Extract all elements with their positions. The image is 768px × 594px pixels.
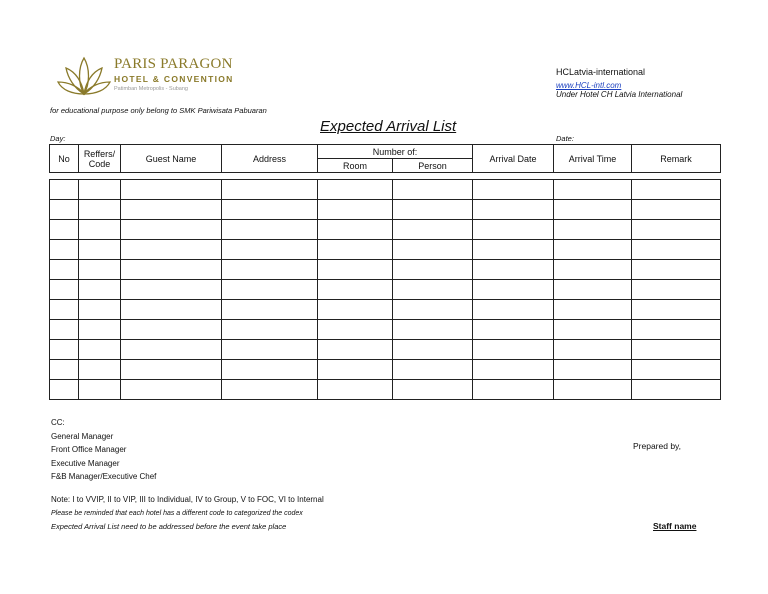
educational-note: for educational purpose only belong to SMK Pariwisata Pabuaran [50, 106, 267, 115]
table-cell[interactable] [121, 260, 222, 280]
table-cell[interactable] [222, 320, 318, 340]
brand-name: PARIS PARAGON [114, 56, 233, 72]
table-cell[interactable] [318, 380, 393, 400]
lotus-logo-icon [56, 54, 112, 98]
table-cell[interactable] [318, 280, 393, 300]
cc-recipient: Executive Manager [51, 458, 120, 468]
header-remark: Remark [632, 145, 721, 173]
table-cell[interactable] [393, 220, 473, 240]
header-address: Address [222, 145, 318, 173]
table-cell[interactable] [79, 260, 121, 280]
table-cell[interactable] [222, 340, 318, 360]
table-cell[interactable] [554, 280, 632, 300]
table-cell[interactable] [121, 300, 222, 320]
table-cell[interactable] [473, 280, 554, 300]
day-label: Day: [50, 134, 66, 143]
table-cell[interactable] [50, 180, 79, 200]
table-cell[interactable] [554, 380, 632, 400]
table-row [50, 340, 721, 360]
table-cell[interactable] [554, 340, 632, 360]
header-number-of: Number of: [318, 145, 473, 159]
table-cell[interactable] [222, 360, 318, 380]
table-cell[interactable] [393, 240, 473, 260]
table-cell[interactable] [222, 240, 318, 260]
staff-name-label: Staff name [653, 521, 697, 531]
header-arrival-time: Arrival Time [554, 145, 632, 173]
header-room: Room [318, 159, 393, 173]
prepared-by-label: Prepared by, [633, 441, 682, 451]
header-person: Person [393, 159, 473, 173]
table-cell[interactable] [393, 200, 473, 220]
table-cell[interactable] [393, 180, 473, 200]
header-no: No [50, 145, 79, 173]
table-cell[interactable] [473, 200, 554, 220]
header-code: Code [88, 158, 111, 169]
table-cell[interactable] [79, 340, 121, 360]
table-row [50, 360, 721, 380]
table-cell[interactable] [222, 260, 318, 280]
table-cell[interactable] [222, 180, 318, 200]
table-cell[interactable] [79, 220, 121, 240]
table-cell[interactable] [318, 180, 393, 200]
table-cell[interactable] [121, 320, 222, 340]
table-cell[interactable] [632, 200, 721, 220]
table-cell[interactable] [393, 320, 473, 340]
table-cell[interactable] [632, 280, 721, 300]
table-cell[interactable] [393, 360, 473, 380]
table-cell[interactable] [318, 220, 393, 240]
table-cell[interactable] [632, 260, 721, 280]
table-cell[interactable] [79, 320, 121, 340]
table-cell[interactable] [632, 340, 721, 360]
table-cell[interactable] [632, 220, 721, 240]
table-cell[interactable] [393, 380, 473, 400]
table-cell[interactable] [79, 180, 121, 200]
table-cell[interactable] [473, 220, 554, 240]
table-cell[interactable] [473, 240, 554, 260]
table-cell[interactable] [473, 180, 554, 200]
table-cell[interactable] [632, 320, 721, 340]
table-cell[interactable] [121, 180, 222, 200]
table-row [50, 240, 721, 260]
table-cell[interactable] [554, 300, 632, 320]
table-cell[interactable] [318, 200, 393, 220]
cc-block [51, 416, 156, 484]
table-cell[interactable] [79, 360, 121, 380]
table-cell[interactable] [79, 380, 121, 400]
table-cell[interactable] [50, 260, 79, 280]
table-cell[interactable] [554, 360, 632, 380]
table-cell[interactable] [79, 240, 121, 260]
table-cell[interactable] [554, 260, 632, 280]
table-cell[interactable] [554, 220, 632, 240]
table-cell[interactable] [318, 320, 393, 340]
table-row [50, 200, 721, 220]
table-row [50, 180, 721, 200]
table-cell[interactable] [222, 300, 318, 320]
table-cell[interactable] [632, 240, 721, 260]
arrival-table-body [49, 179, 721, 400]
table-cell[interactable] [393, 340, 473, 360]
table-cell[interactable] [50, 360, 79, 380]
header-reffers-code [79, 145, 121, 173]
arrival-table-header [49, 144, 721, 173]
table-row [50, 220, 721, 240]
table-cell[interactable] [632, 360, 721, 380]
table-cell[interactable] [554, 240, 632, 260]
category-note: Note: I to VVIP, II to VIP, III to Individual, IV to Group, V to FOC, VI to Internal [51, 495, 324, 504]
table-cell[interactable] [50, 220, 79, 240]
table-cell[interactable] [121, 380, 222, 400]
cc-recipient: General Manager [51, 431, 114, 441]
table-cell[interactable] [121, 240, 222, 260]
table-cell[interactable] [121, 220, 222, 240]
table-cell[interactable] [473, 340, 554, 360]
table-cell[interactable] [554, 180, 632, 200]
table-row [50, 380, 721, 400]
table-cell[interactable] [318, 260, 393, 280]
brand-location: Patimban Metropolis - Subang [114, 86, 188, 92]
table-cell[interactable] [79, 200, 121, 220]
company-website-link[interactable]: www.HCL-intl.com [556, 81, 622, 90]
table-cell[interactable] [393, 260, 473, 280]
table-cell[interactable] [393, 300, 473, 320]
hotel-logo [56, 52, 236, 100]
table-cell[interactable] [121, 360, 222, 380]
header-arrival-date: Arrival Date [473, 145, 554, 173]
expected-note: Expected Arrival List need to be addressed before the event take place [51, 522, 287, 531]
brand-subtitle: HOTEL & CONVENTION [114, 74, 234, 84]
table-row [50, 280, 721, 300]
table-cell[interactable] [473, 320, 554, 340]
table-cell[interactable] [318, 340, 393, 360]
table-cell[interactable] [632, 380, 721, 400]
table-cell[interactable] [50, 300, 79, 320]
table-cell[interactable] [50, 240, 79, 260]
table-cell[interactable] [473, 260, 554, 280]
table-cell[interactable] [632, 180, 721, 200]
table-cell[interactable] [79, 280, 121, 300]
table-cell[interactable] [318, 300, 393, 320]
table-cell[interactable] [318, 240, 393, 260]
cc-recipient: Front Office Manager [51, 445, 127, 454]
table-row [50, 260, 721, 280]
reminder-note: Please be reminded that each hotel has a different code to categorized the codex [51, 510, 303, 517]
table-cell[interactable] [473, 300, 554, 320]
table-row [50, 320, 721, 340]
company-under: Under Hotel CH Latvia International [556, 90, 683, 99]
table-cell[interactable] [473, 360, 554, 380]
table-cell[interactable] [50, 380, 79, 400]
table-cell[interactable] [473, 380, 554, 400]
table-cell[interactable] [318, 360, 393, 380]
table-cell[interactable] [50, 200, 79, 220]
table-cell[interactable] [554, 320, 632, 340]
table-cell[interactable] [632, 300, 721, 320]
table-cell[interactable] [393, 280, 473, 300]
table-cell[interactable] [222, 220, 318, 240]
date-label: Date: [556, 134, 574, 143]
table-cell[interactable] [50, 320, 79, 340]
table-cell[interactable] [50, 340, 79, 360]
table-cell[interactable] [50, 280, 79, 300]
table-cell[interactable] [222, 280, 318, 300]
cc-recipient: F&B Manager/Executive Chef [51, 472, 157, 481]
table-cell[interactable] [554, 200, 632, 220]
table-cell[interactable] [79, 300, 121, 320]
table-cell[interactable] [121, 200, 222, 220]
page-title: Expected Arrival List [320, 118, 457, 135]
company-name: HCLatvia-international [556, 67, 646, 77]
header-reffers: Reffers/ [83, 148, 116, 159]
header-guest-name: Guest Name [121, 145, 222, 173]
table-cell[interactable] [222, 380, 318, 400]
table-cell[interactable] [121, 280, 222, 300]
table-cell[interactable] [121, 340, 222, 360]
cc-label: CC: [51, 418, 65, 427]
table-cell[interactable] [222, 200, 318, 220]
table-row [50, 300, 721, 320]
